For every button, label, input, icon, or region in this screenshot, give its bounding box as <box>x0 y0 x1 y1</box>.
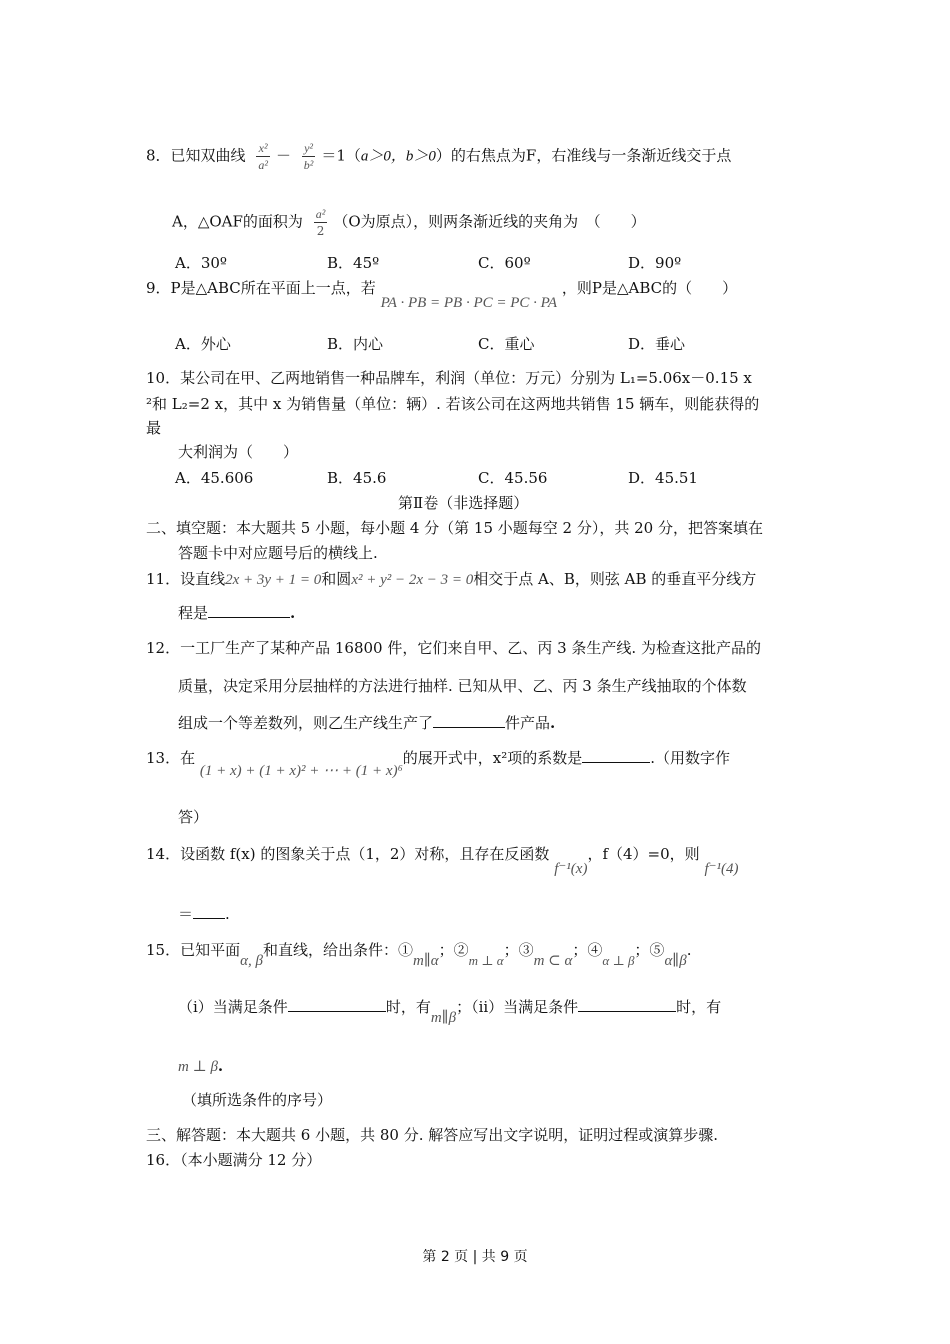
section2-desc-line2: 答题卡中对应题号后的横线上. <box>178 544 378 562</box>
q12-text: 组成一个等差数列，则乙生产线生产了 <box>178 714 434 732</box>
q9-text: ，则P是△ABC的（ ） <box>561 279 738 297</box>
q8-number: 8． <box>146 146 171 165</box>
q8-text: 已知双曲线 <box>170 146 246 165</box>
q11-circle-equation: x² + y² − 2x − 3 = 0 <box>351 572 474 588</box>
q9-vector-expression: PA · PB = PB · PC = PC · PA <box>380 295 558 311</box>
q11-number: 11． <box>146 570 181 588</box>
q10-line3: 最 <box>146 419 162 437</box>
frac-numerator: x² <box>256 140 270 157</box>
q10-text: 某公司在甲、乙两地销售一种品牌车，利润（单位：万元）分别为 L₁=5.06x－0.15 x <box>180 369 752 387</box>
q14-line1 <box>146 844 739 877</box>
q8-option-b: B．45º <box>327 254 380 272</box>
frac-denominator: 2 <box>316 224 325 238</box>
q15-line2 <box>178 997 722 1026</box>
q8-option-c: C．60º <box>478 254 531 272</box>
q12-text: 一工厂生产了某种产品 16800 件，它们来自甲、乙、丙 3 条生产线. 为检查这批产品的 <box>180 639 761 657</box>
q8-option-d: D．90º <box>628 254 682 272</box>
q15-text: ；② <box>438 941 469 959</box>
q15-text: 时，有 <box>385 998 431 1016</box>
q14-text: ，f（4）=0，则 <box>587 845 700 863</box>
q13-text: .（用数字作 <box>650 749 731 767</box>
q15-text: ；③ <box>503 941 534 959</box>
q8-line2 <box>172 206 646 239</box>
q14-number: 14． <box>146 845 181 863</box>
q10-line2: ²和 L₂=2 x，其中 x 为销售量（单位：辆）. 若该公司在这两地共销售 15 辆车，则能获得的 <box>146 395 760 413</box>
q16-number: 16． <box>146 1151 181 1169</box>
q8-minus: － <box>275 146 291 165</box>
q16-line1 <box>146 1150 321 1170</box>
q15-result-ii: m ⊥ β <box>178 1059 218 1075</box>
q15-result-i: m∥β <box>430 1010 457 1026</box>
q13-text: 的展开式中，x²项的系数是 <box>402 749 583 767</box>
q13-answer-blank[interactable] <box>582 748 650 763</box>
q8-condition: a＞0，b＞0 <box>360 148 436 165</box>
q12-line1 <box>146 638 761 658</box>
q12-line2: 质量，决定采用分层抽样的方法进行抽样. 已知从甲、乙、丙 3 条生产线抽取的个体数 <box>178 677 747 695</box>
q12-number: 12． <box>146 639 181 657</box>
q8-text: A，△OAF的面积为 <box>172 212 303 231</box>
q10-option-c: C．45.56 <box>478 469 548 487</box>
q14-inverse-value: f⁻¹(4) <box>704 861 739 877</box>
q10-line1 <box>146 368 752 388</box>
q12-text: 件产品 <box>505 714 551 732</box>
q15-text: （i）当满足条件 <box>178 998 288 1016</box>
q9-option-b: B．内心 <box>327 335 384 353</box>
q15-line4: （填所选条件的序号） <box>182 1091 333 1109</box>
section2-desc-line1: 二、填空题：本大题共 5 小题，每小题 4 分（第 15 小题每空 2 分），共 20 分，把答案填在 <box>146 519 763 537</box>
q15-text: 时，有 <box>676 998 722 1016</box>
section2-title: 第Ⅱ卷（非选择题） <box>398 494 529 512</box>
q8-text: ）的右焦点为F，右准线与一条渐近线交于点 <box>435 146 732 165</box>
q8-fraction-area <box>314 206 328 239</box>
q9-number: 9． <box>146 279 171 297</box>
q15-text: ；（ii）当满足条件 <box>456 998 579 1016</box>
q8-option-a: A．30º <box>175 254 227 272</box>
q11-line1 <box>146 569 756 590</box>
section3-desc: 三、解答题：本大题共 6 小题，共 80 分. 解答应写出文字说明，证明过程或演算步骤. <box>146 1126 719 1144</box>
q16-text: （本小题满分 12 分） <box>180 1151 322 1169</box>
q9-option-a: A．外心 <box>175 335 231 353</box>
q8-text: （O为原点），则两条渐近线的夹角为 （ ） <box>333 212 646 231</box>
frac-numerator: a² <box>315 207 326 221</box>
q8-line1 <box>146 140 731 173</box>
q15-answer-blank-ii[interactable] <box>578 997 676 1012</box>
q15-condition-4: α ⊥ β <box>602 953 635 968</box>
q15-line3: m ⊥ β. <box>178 1057 224 1075</box>
q15-text: 和直线，给出条件：① <box>262 941 413 959</box>
q8-fraction-y <box>302 140 316 173</box>
q15-condition-3: m ⊂ α <box>533 953 573 969</box>
q15-condition-1: m∥α <box>412 953 439 969</box>
q11-answer-blank[interactable] <box>208 603 290 618</box>
q8-text: ＝1（ <box>321 146 361 165</box>
q15-condition-5: α∥β <box>664 953 687 969</box>
q12-answer-blank[interactable] <box>433 713 505 728</box>
q13-line1 <box>146 748 731 779</box>
q15-text: 已知平面 <box>180 941 241 959</box>
q13-expression: (1 + x) + (1 + x)² + ⋯ + (1 + x)⁶ <box>199 763 403 779</box>
q15-condition-2: m ⊥ α <box>468 953 504 968</box>
q9-option-d: D．垂心 <box>628 335 686 353</box>
q13-number: 13． <box>146 749 181 767</box>
q14-text: 设函数 f(x) 的图象关于点（1，2）对称，且存在反函数 <box>180 845 550 863</box>
q15-answer-blank-i[interactable] <box>288 997 386 1012</box>
q10-option-b: B．45.6 <box>327 469 387 487</box>
page-footer: 第 2 页 | 共 9 页 <box>422 1249 528 1265</box>
q11-line2: 程是 . <box>178 604 296 622</box>
q13-text: 在 <box>180 749 196 767</box>
q14-line2 <box>178 904 230 924</box>
q11-text: 程是 <box>178 604 209 622</box>
q15-text: ；④ <box>572 941 603 959</box>
q8-fraction-x <box>256 140 270 173</box>
q14-text: . <box>225 905 230 923</box>
q14-text: ＝ <box>178 905 194 923</box>
frac-denominator: b² <box>303 158 314 172</box>
q15-text: . <box>686 941 692 959</box>
q14-inverse-function: f⁻¹(x) <box>554 861 588 877</box>
q15-line1 <box>146 940 692 969</box>
q11-line-equation: 2x + 3y + 1 = 0 <box>225 572 322 588</box>
q12-line3: 组成一个等差数列，则乙生产线生产了 件产品. <box>178 714 556 732</box>
q10-line4: 大利润为（ ） <box>178 443 299 461</box>
q10-option-d: D．45.51 <box>628 469 698 487</box>
q9-text: P是△ABC所在平面上一点，若 <box>170 279 376 297</box>
q10-number: 10． <box>146 369 181 387</box>
q11-text: 设直线 <box>180 570 226 588</box>
frac-denominator: a² <box>258 158 268 172</box>
q9-line1 <box>146 278 738 311</box>
q9-option-c: C．重心 <box>478 335 535 353</box>
frac-numerator: y² <box>302 140 316 157</box>
q11-text: 和圆 <box>321 570 352 588</box>
q14-answer-blank[interactable] <box>193 904 225 919</box>
q10-option-a: A．45.606 <box>175 469 254 487</box>
q11-text: 相交于点 A、B，则弦 AB 的垂直平分线方 <box>473 570 757 588</box>
q15-number: 15． <box>146 941 181 959</box>
q15-text: ；⑤ <box>634 941 665 959</box>
q13-line2: 答） <box>178 808 209 826</box>
q15-planes: α, β <box>240 953 263 969</box>
